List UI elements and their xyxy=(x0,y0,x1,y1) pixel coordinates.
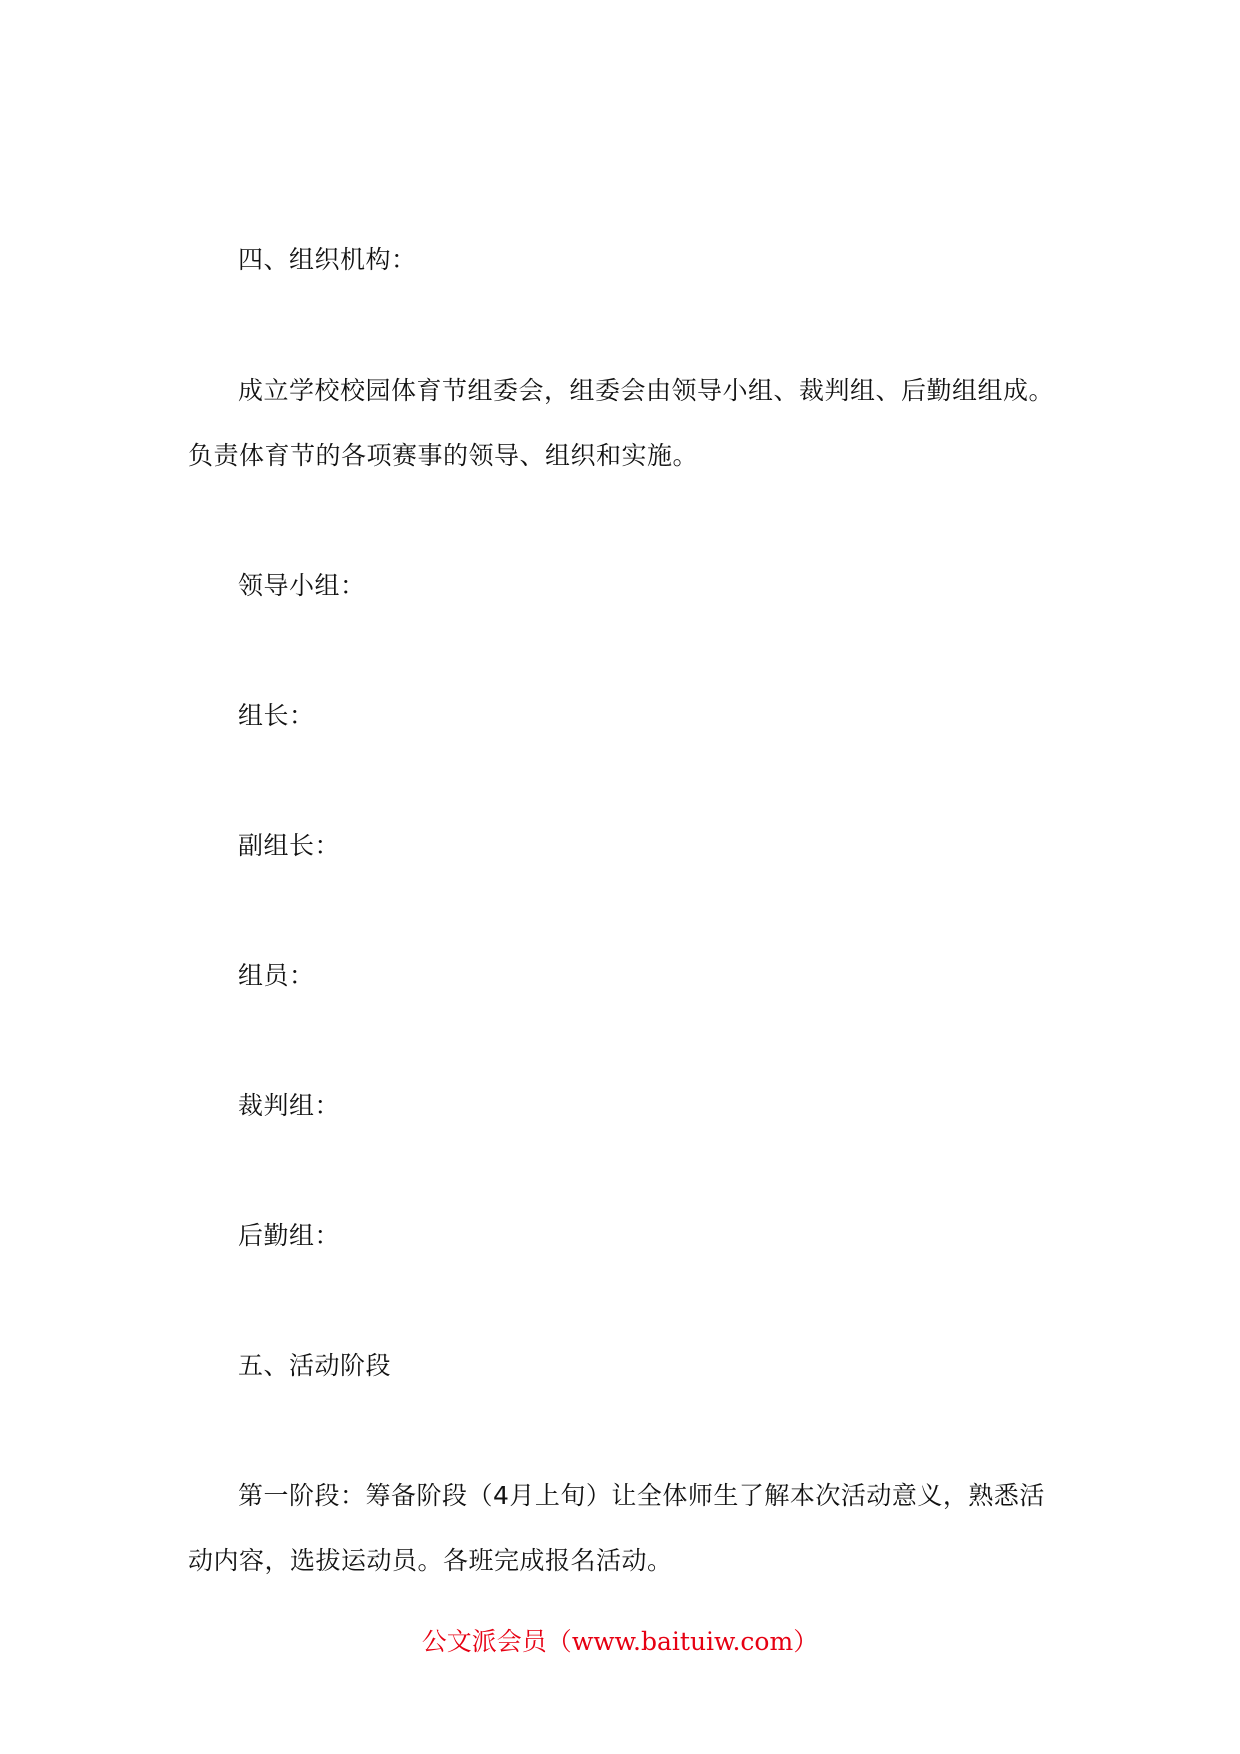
label-members: 组员： xyxy=(238,961,315,990)
paragraph-stage1-line-1: 第一阶段：筹备阶段（4月上旬）让全体师生了解本次活动意义，熟悉活 xyxy=(238,1481,1045,1510)
footer-member-label: 公文派会员（ xyxy=(421,1627,572,1656)
label-deputy-leader: 副组长： xyxy=(238,831,341,860)
footer-url-link[interactable]: www.baituiw.com xyxy=(571,1627,794,1656)
label-leadership-group: 领导小组： xyxy=(238,571,366,600)
label-group-leader: 组长： xyxy=(238,701,315,730)
footer-watermark xyxy=(0,1626,1240,1658)
paragraph-stage1-line-2: 动内容，选拔运动员。各班完成报名活动。 xyxy=(188,1546,673,1575)
section-heading-stages: 五、活动阶段 xyxy=(238,1351,392,1380)
paragraph-organization-line-2: 负责体育节的各项赛事的领导、组织和实施。 xyxy=(188,441,699,470)
paragraph-organization-line-1: 成立学校校园体育节组委会，组委会由领导小组、裁判组、后勤组组成。 xyxy=(238,376,1055,405)
section-heading-organization: 四、组织机构： xyxy=(238,245,417,274)
footer-close-paren: ） xyxy=(793,1627,819,1656)
label-logistics-group: 后勤组： xyxy=(238,1221,341,1250)
label-referee-group: 裁判组： xyxy=(238,1091,341,1120)
